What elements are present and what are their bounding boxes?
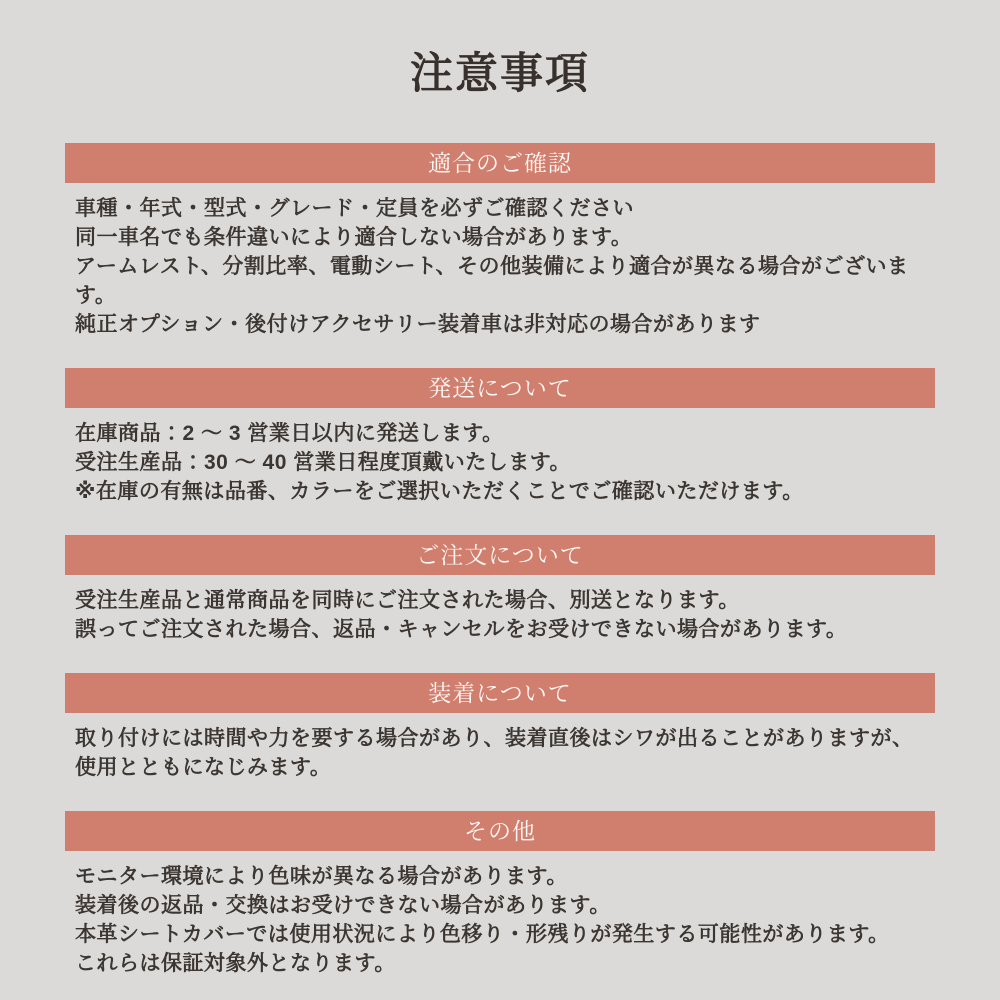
section-body <box>0 713 1000 782</box>
notice-line: 在庫商品：2 ～ 3 営業日以内に発送します。 <box>75 422 504 445</box>
section-heading: 発送について <box>65 368 935 408</box>
notice-line: これらは保証対象外となります。 <box>75 952 396 975</box>
notice-line: 装着後の返品・交換はお受けできない場合があります。 <box>75 894 611 917</box>
page-title: 注意事項 <box>410 50 590 98</box>
notice-line: 受注生産品：30 ～ 40 営業日程度頂戴いたします。 <box>75 451 572 474</box>
notice-line: 本革シートカバーでは使用状況により色移り・形残りが発生する可能性があります。 <box>75 923 890 946</box>
section-heading: 装着について <box>65 673 935 713</box>
notice-line: 取り付けには時間や力を要する場合があり、装着直後はシワが出ることがありますが、 <box>75 727 914 750</box>
notice-section <box>0 535 1000 644</box>
notice-line: モニター環境により色味が異なる場合があります。 <box>75 865 568 888</box>
section-body <box>0 183 1000 339</box>
notice-line: 車種・年式・型式・グレード・定員を必ずご確認ください <box>75 197 634 220</box>
notice-line: 受注生産品と通常商品を同時にご注文された場合、別送となります。 <box>75 589 740 612</box>
notice-line: 純正オプション・後付けアクセサリー装着車は非対応の場合があります <box>75 313 761 336</box>
section-heading: ご注文について <box>65 535 935 575</box>
notice-section <box>0 673 1000 782</box>
notice-line: アームレスト、分割比率、電動シート、その他装備により適合が異なる場合がございます。 <box>75 255 909 307</box>
section-body <box>0 575 1000 644</box>
notice-section <box>0 143 1000 339</box>
notice-line: 誤ってご注文された場合、返品・キャンセルをお受けできない場合があります。 <box>75 618 848 641</box>
notice-section <box>0 811 1000 978</box>
notice-line: 同一車名でも条件違いにより適合しない場合があります。 <box>75 226 633 249</box>
notice-section <box>0 368 1000 506</box>
section-heading: 適合のご確認 <box>65 143 935 183</box>
section-body <box>0 408 1000 506</box>
section-heading: その他 <box>65 811 935 851</box>
notice-line: 使用とともになじみます。 <box>75 756 332 779</box>
notice-line: ※在庫の有無は品番、カラーをご選択いただくことでご確認いただけます。 <box>75 480 804 503</box>
section-body <box>0 851 1000 978</box>
sections-container <box>0 143 1000 978</box>
